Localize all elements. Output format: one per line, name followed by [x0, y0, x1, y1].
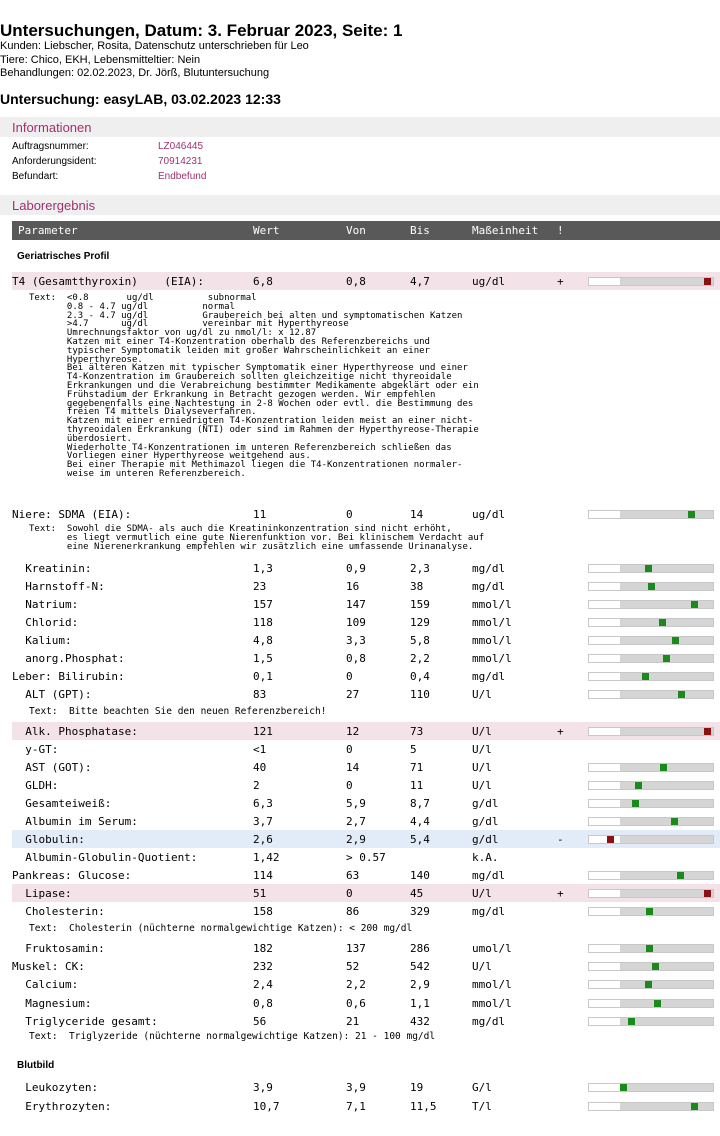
- patient-meta: [0, 40, 309, 81]
- cell-wert: 182: [253, 942, 273, 955]
- range-bar: [588, 564, 714, 573]
- value-marker: [607, 836, 614, 843]
- table-row: [12, 722, 720, 740]
- group-title-geriatric: Geriatrisches Profil: [17, 251, 110, 262]
- reference-range: [620, 1084, 713, 1091]
- cell-von: 0,8: [346, 652, 366, 665]
- cell-wert: <1: [253, 743, 267, 756]
- table-row: [12, 685, 720, 703]
- cell-unit: ug/dl: [472, 275, 506, 288]
- table-row: [12, 939, 720, 957]
- reference-range: [620, 818, 713, 825]
- reference-range: [620, 1103, 713, 1110]
- cell-name: Gesamteiweiß:: [12, 797, 112, 810]
- range-bar: [588, 889, 714, 898]
- col-bis: Bis: [410, 224, 430, 237]
- cell-name: Albumin-Globulin-Quotient:: [12, 851, 198, 864]
- reference-range: [620, 583, 713, 590]
- range-bar: [588, 727, 714, 736]
- t4-note: Text: <0.8 ug/dl subnormal 0.8 - 4.7 ug/dl normal 2.3 - 4.7 ug/dl Graubereich bei alten und symptomatischen Katzen >4.7 ug/dl vereinbar mit Hyperthyreose Umrechnungsfaktor von ug/dl zu nmol/l: x 12.87 Katzen mit einer T4-Konzentration oberhalb des Referenzbereichs und typischer Symptomatik leiden mit großer Wahrscheinlichkeit an einer Hyperthyreose. Bei älteren Katzen mit typischer Symptomatik einer Hyperthyreose und einer T4-Konzentration im Graubereich sollten gleichzeitige nicht thyreoidale Erkrankungen und die Verabreichung bestimmter Medikamente abgeklärt oder ein Frühstadium der Erkrankung in Betracht gezogen werden. Wir empfehlen gegebenenfalls eine Nachtestung in 2-8 Wochen oder evtl. die Bestimmung des freien T4 mittels Dialyseverfahren. Katzen mit einer erniedrigten T4-Konzentration leiden meist an einer nicht- thyreoidalen Erkrankung (NTI) oder sind im Rahmen der Hyperthyreose-Therapie überdosiert. Wiederholte T4-Konzentrationen im unteren Referenzbereich schließen das Vorliegen einer Hyperthyreose weitgehend aus. Bei einer Therapie mit Methimazol liegen die T4-Konzentrationen normaler- weise im unteren Referenzbereich.: [29, 293, 479, 479]
- value-marker: [660, 764, 667, 771]
- cell-unit: mmol/l: [472, 978, 512, 992]
- col-flag: !: [557, 224, 564, 237]
- cell-von: 0: [346, 670, 353, 683]
- table-row: [12, 1097, 720, 1115]
- cell-wert: 2,4: [253, 978, 273, 992]
- table-row: [12, 272, 720, 290]
- value-marker: [677, 872, 684, 879]
- cell-von: 63: [346, 869, 360, 882]
- cell-unit: mg/dl: [472, 905, 506, 918]
- cell-bis: 19: [410, 1081, 424, 1094]
- table-row: [12, 740, 720, 758]
- cell-name: Cholesterin:: [12, 905, 105, 918]
- reference-range: [620, 872, 713, 879]
- reference-range: [620, 782, 713, 789]
- info-label: Auftragsnummer:: [12, 141, 89, 152]
- reference-range: [620, 945, 713, 952]
- cell-flag: +: [557, 725, 564, 738]
- range-bar: [588, 817, 714, 826]
- cell-unit: mmol/l: [472, 616, 512, 629]
- reference-range: [620, 619, 713, 626]
- cell-bis: 45: [410, 887, 424, 900]
- cell-von: > 0.57: [346, 851, 386, 864]
- cell-von: 0,6: [346, 996, 366, 1010]
- meta-animal: Tiere: Chico, EKH, Lebensmitteltier: Nein: [0, 53, 201, 66]
- range-bar: [588, 999, 714, 1008]
- lab-table-header: [12, 221, 720, 240]
- triglyceride-note: Text: Triglyzeride (nüchterne normalgewichtige Katzen): 21 - 100 mg/dl: [29, 1031, 436, 1042]
- info-value: Endbefund: [158, 171, 207, 182]
- cell-flag: +: [557, 275, 564, 288]
- cell-unit: g/dl: [472, 797, 499, 810]
- cell-name: AST (GOT):: [12, 761, 92, 774]
- table-row: [12, 559, 720, 577]
- cell-unit: mmol/l: [472, 598, 512, 611]
- cell-bis: 542: [410, 960, 430, 974]
- value-marker: [620, 1084, 627, 1091]
- cell-von: 0: [346, 779, 353, 792]
- table-row: [12, 957, 720, 975]
- cell-unit: U/l: [472, 761, 492, 774]
- meta-customer: Kunden: Liebscher, Rosita, Datenschutz unterschrieben für Leo: [0, 40, 309, 52]
- cell-unit: mmol/l: [472, 634, 512, 647]
- cell-bis: 8,7: [410, 797, 430, 810]
- col-unit: Maßeinheit: [472, 224, 539, 237]
- cell-wert: 11: [253, 508, 267, 521]
- cell-unit: g/dl: [472, 833, 499, 846]
- table-row: [12, 1078, 720, 1096]
- page-title: Untersuchungen, Datum: 3. Februar 2023, Seite: 1: [0, 21, 403, 40]
- cell-wert: 6,8: [253, 275, 273, 288]
- reference-range: [620, 565, 713, 572]
- cell-bis: 5,4: [410, 833, 430, 846]
- value-marker: [659, 619, 666, 626]
- value-marker: [635, 782, 642, 789]
- cell-wert: 56: [253, 1014, 267, 1028]
- value-marker: [628, 1018, 635, 1025]
- table-row: [12, 812, 720, 830]
- cell-von: 137: [346, 942, 366, 955]
- value-marker: [672, 637, 679, 644]
- cell-unit: mg/dl: [472, 562, 506, 575]
- cell-wert: 121: [253, 725, 273, 738]
- reference-range: [620, 601, 713, 608]
- cell-von: 0: [346, 508, 353, 521]
- cell-name: Erythrozyten:: [12, 1100, 112, 1113]
- cell-von: 14: [346, 761, 360, 774]
- value-marker: [646, 908, 653, 915]
- cell-unit: mg/dl: [472, 869, 506, 882]
- reference-range: [620, 673, 713, 680]
- cell-name: Chlorid:: [12, 616, 79, 629]
- cell-unit: U/l: [472, 743, 492, 756]
- cell-von: 147: [346, 598, 366, 611]
- reference-range: [620, 908, 713, 915]
- cell-name: Kreatinin:: [12, 562, 92, 575]
- cell-bis: 73: [410, 725, 424, 738]
- cell-unit: U/l: [472, 887, 492, 900]
- cell-name: Leber: Bilirubin:: [12, 670, 125, 683]
- cell-bis: 2,9: [410, 978, 430, 992]
- range-bar: [588, 980, 714, 989]
- table-row: [12, 866, 720, 884]
- cell-name: Lipase:: [12, 887, 72, 900]
- info-row: [0, 141, 720, 155]
- range-bar: [588, 962, 714, 971]
- cell-von: 0,9: [346, 562, 366, 575]
- cell-name: Alk. Phosphatase:: [12, 725, 138, 738]
- col-wert: Wert: [253, 224, 280, 237]
- cell-von: 27: [346, 688, 360, 701]
- cell-name: Triglyceride gesamt:: [12, 1014, 158, 1028]
- value-marker: [704, 728, 711, 735]
- cell-name: Magnesium:: [12, 996, 92, 1010]
- cell-name: Harnstoff-N:: [12, 580, 105, 593]
- cell-bis: 159: [410, 598, 430, 611]
- cell-unit: U/l: [472, 779, 492, 792]
- cell-name: GLDH:: [12, 779, 59, 792]
- cell-wert: 0,1: [253, 670, 273, 683]
- cell-wert: 118: [253, 616, 273, 629]
- table-row: [12, 577, 720, 595]
- cell-wert: 10,7: [253, 1100, 280, 1113]
- value-marker: [691, 601, 698, 608]
- range-bar: [588, 1017, 714, 1026]
- cell-name: Calcium:: [12, 978, 79, 992]
- cell-von: 0: [346, 743, 353, 756]
- cell-bis: 2,3: [410, 562, 430, 575]
- info-label: Befundart:: [12, 171, 59, 182]
- cell-name: Albumin im Serum:: [12, 815, 138, 828]
- cell-wert: 1,5: [253, 652, 273, 665]
- cell-name: T4 (Gesamtthyroxin) (EIA):: [12, 275, 205, 288]
- cell-bis: 11,5: [410, 1100, 437, 1113]
- cell-unit: U/l: [472, 960, 492, 974]
- cell-flag: +: [557, 887, 564, 900]
- group-title-blood: Blutbild: [17, 1060, 55, 1071]
- cell-unit: mmol/l: [472, 652, 512, 665]
- alt-note: Text: Bitte beachten Sie den neuen Referenzbereich!: [29, 706, 327, 717]
- cell-wert: 2: [253, 779, 260, 792]
- cell-von: 86: [346, 905, 360, 918]
- cell-unit: U/l: [472, 688, 492, 701]
- cell-unit: G/l: [472, 1081, 492, 1094]
- cell-bis: 432: [410, 1014, 430, 1028]
- cell-name: Natrium:: [12, 598, 79, 611]
- value-marker: [652, 963, 659, 970]
- table-row: [12, 505, 720, 523]
- cell-von: 2,2: [346, 978, 366, 992]
- value-marker: [691, 1103, 698, 1110]
- range-bar: [588, 600, 714, 609]
- cell-wert: 23: [253, 580, 267, 593]
- table-row: [12, 975, 720, 993]
- range-bar: [588, 781, 714, 790]
- table-row: [12, 667, 720, 685]
- range-bar: [588, 654, 714, 663]
- cell-bis: 4,4: [410, 815, 430, 828]
- cell-wert: 3,9: [253, 1081, 273, 1094]
- reference-range: [620, 1000, 713, 1007]
- lab-section-header: [0, 195, 720, 215]
- table-row: [12, 848, 720, 866]
- cell-bis: 11: [410, 779, 424, 792]
- range-bar: [588, 871, 714, 880]
- value-marker: [642, 673, 649, 680]
- cell-von: 16: [346, 580, 360, 593]
- cell-bis: 1,1: [410, 996, 430, 1010]
- value-marker: [678, 691, 685, 698]
- reference-range: [620, 691, 713, 698]
- range-bar: [588, 582, 714, 591]
- table-row: [12, 794, 720, 812]
- table-row: [12, 884, 720, 902]
- info-row: [0, 156, 720, 170]
- cell-wert: 3,7: [253, 815, 273, 828]
- cell-bis: 4,7: [410, 275, 430, 288]
- cell-wert: 232: [253, 960, 273, 974]
- reference-range: [620, 890, 713, 897]
- value-marker: [671, 818, 678, 825]
- cell-wert: 83: [253, 688, 267, 701]
- cell-name: y-GT:: [12, 743, 59, 756]
- cell-wert: 114: [253, 869, 273, 882]
- reference-range: [620, 836, 713, 843]
- info-value: 70914231: [158, 156, 203, 167]
- cell-wert: 1,42: [253, 851, 280, 864]
- reference-range: [620, 278, 713, 285]
- value-marker: [654, 1000, 661, 1007]
- range-bar: [588, 763, 714, 772]
- table-row: [12, 595, 720, 613]
- range-bar: [588, 636, 714, 645]
- range-bar: [588, 672, 714, 681]
- table-row: [12, 994, 720, 1012]
- col-von: Von: [346, 224, 366, 237]
- cell-wert: 4,8: [253, 634, 273, 647]
- table-row: [12, 613, 720, 631]
- cell-von: 2,7: [346, 815, 366, 828]
- cell-bis: 14: [410, 508, 424, 521]
- range-bar: [588, 944, 714, 953]
- cell-wert: 157: [253, 598, 273, 611]
- cell-wert: 40: [253, 761, 267, 774]
- range-bar: [588, 690, 714, 699]
- table-row: [12, 649, 720, 667]
- value-marker: [688, 511, 695, 518]
- cell-name: anorg.Phosphat:: [12, 652, 125, 665]
- cell-name: Pankreas: Glucose:: [12, 869, 132, 882]
- info-label: Anforderungsident:: [12, 156, 97, 167]
- cell-bis: 38: [410, 580, 424, 593]
- cell-flag: -: [557, 833, 564, 846]
- table-row: [12, 1012, 720, 1030]
- table-row: [12, 902, 720, 920]
- range-bar: [588, 1102, 714, 1111]
- cholesterol-note: Text: Cholesterin (nüchterne normalgewichtige Katzen): < 200 mg/dl: [29, 923, 413, 934]
- cell-unit: U/l: [472, 725, 492, 738]
- range-bar: [588, 618, 714, 627]
- cell-name: Leukozyten:: [12, 1081, 99, 1094]
- value-marker: [704, 890, 711, 897]
- cell-unit: mg/dl: [472, 1014, 506, 1028]
- value-marker: [663, 655, 670, 662]
- cell-bis: 2,2: [410, 652, 430, 665]
- value-marker: [632, 800, 639, 807]
- info-value: LZ046445: [158, 141, 204, 152]
- cell-von: 109: [346, 616, 366, 629]
- cell-wert: 6,3: [253, 797, 273, 810]
- cell-wert: 1,3: [253, 562, 273, 575]
- cell-bis: 140: [410, 869, 430, 882]
- reference-range: [620, 963, 713, 970]
- cell-unit: mg/dl: [472, 580, 506, 593]
- value-marker: [704, 278, 711, 285]
- cell-unit: T/l: [472, 1100, 492, 1113]
- cell-unit: ug/dl: [472, 508, 506, 521]
- range-bar: [588, 1083, 714, 1092]
- value-marker: [645, 981, 652, 988]
- cell-von: 7,1: [346, 1100, 366, 1113]
- info-section-header: [0, 117, 720, 137]
- cell-bis: 329: [410, 905, 430, 918]
- col-param: Parameter: [18, 224, 78, 237]
- cell-wert: 0,8: [253, 996, 273, 1010]
- table-row: [12, 830, 720, 848]
- cell-unit: mg/dl: [472, 670, 506, 683]
- table-row: [12, 758, 720, 776]
- cell-von: 0,8: [346, 275, 366, 288]
- cell-von: 3,3: [346, 634, 366, 647]
- reference-range: [620, 637, 713, 644]
- cell-von: 52: [346, 960, 360, 974]
- cell-bis: 0,4: [410, 670, 430, 683]
- sdma-note: Text: Sowohl die SDMA- als auch die Kreatininkonzentration sind nicht erhöht, es liegt vermutlich eine gute Nierenfunktion vor. Bei klinischem Verdacht auf eine Nierenerkrankung empfehlen wir zusätzlich eine umfassende Urinanalyse.: [29, 524, 485, 552]
- cell-von: 2,9: [346, 833, 366, 846]
- cell-name: Fruktosamin:: [12, 942, 105, 955]
- cell-wert: 2,6: [253, 833, 273, 846]
- cell-bis: 5: [410, 743, 417, 756]
- range-bar: [588, 510, 714, 519]
- table-row: [12, 631, 720, 649]
- cell-bis: 110: [410, 688, 430, 701]
- range-bar: [588, 799, 714, 808]
- cell-von: 3,9: [346, 1081, 366, 1094]
- cell-bis: 5,8: [410, 634, 430, 647]
- lab-section-title: Laborergebnis: [12, 198, 96, 213]
- value-marker: [648, 583, 655, 590]
- info-section-title: Informationen: [12, 120, 92, 135]
- cell-bis: 71: [410, 761, 424, 774]
- range-bar: [588, 835, 714, 844]
- cell-name: Niere: SDMA (EIA):: [12, 508, 132, 521]
- exam-title: Untersuchung: easyLAB, 03.02.2023 12:33: [0, 91, 281, 107]
- cell-unit: mmol/l: [472, 996, 512, 1010]
- cell-wert: 158: [253, 905, 273, 918]
- cell-name: ALT (GPT):: [12, 688, 92, 701]
- cell-name: Muskel: CK:: [12, 960, 85, 974]
- value-marker: [646, 945, 653, 952]
- range-bar: [588, 907, 714, 916]
- range-bar: [588, 277, 714, 286]
- cell-von: 0: [346, 887, 353, 900]
- cell-von: 12: [346, 725, 360, 738]
- info-row: [0, 171, 720, 185]
- cell-bis: 286: [410, 942, 430, 955]
- cell-unit: g/dl: [472, 815, 499, 828]
- table-row: [12, 776, 720, 794]
- reference-range: [620, 981, 713, 988]
- reference-range: [620, 511, 713, 518]
- cell-von: 21: [346, 1014, 360, 1028]
- cell-name: Kalium:: [12, 634, 72, 647]
- cell-wert: 51: [253, 887, 267, 900]
- cell-name: Globulin:: [12, 833, 85, 846]
- meta-treatment: Behandlungen: 02.02.2023, Dr. Jörß, Blutuntersuchung: [0, 67, 270, 79]
- cell-unit: umol/l: [472, 942, 512, 955]
- cell-von: 5,9: [346, 797, 366, 810]
- value-marker: [645, 565, 652, 572]
- cell-unit: k.A.: [472, 851, 499, 864]
- cell-bis: 129: [410, 616, 430, 629]
- reference-range: [620, 728, 713, 735]
